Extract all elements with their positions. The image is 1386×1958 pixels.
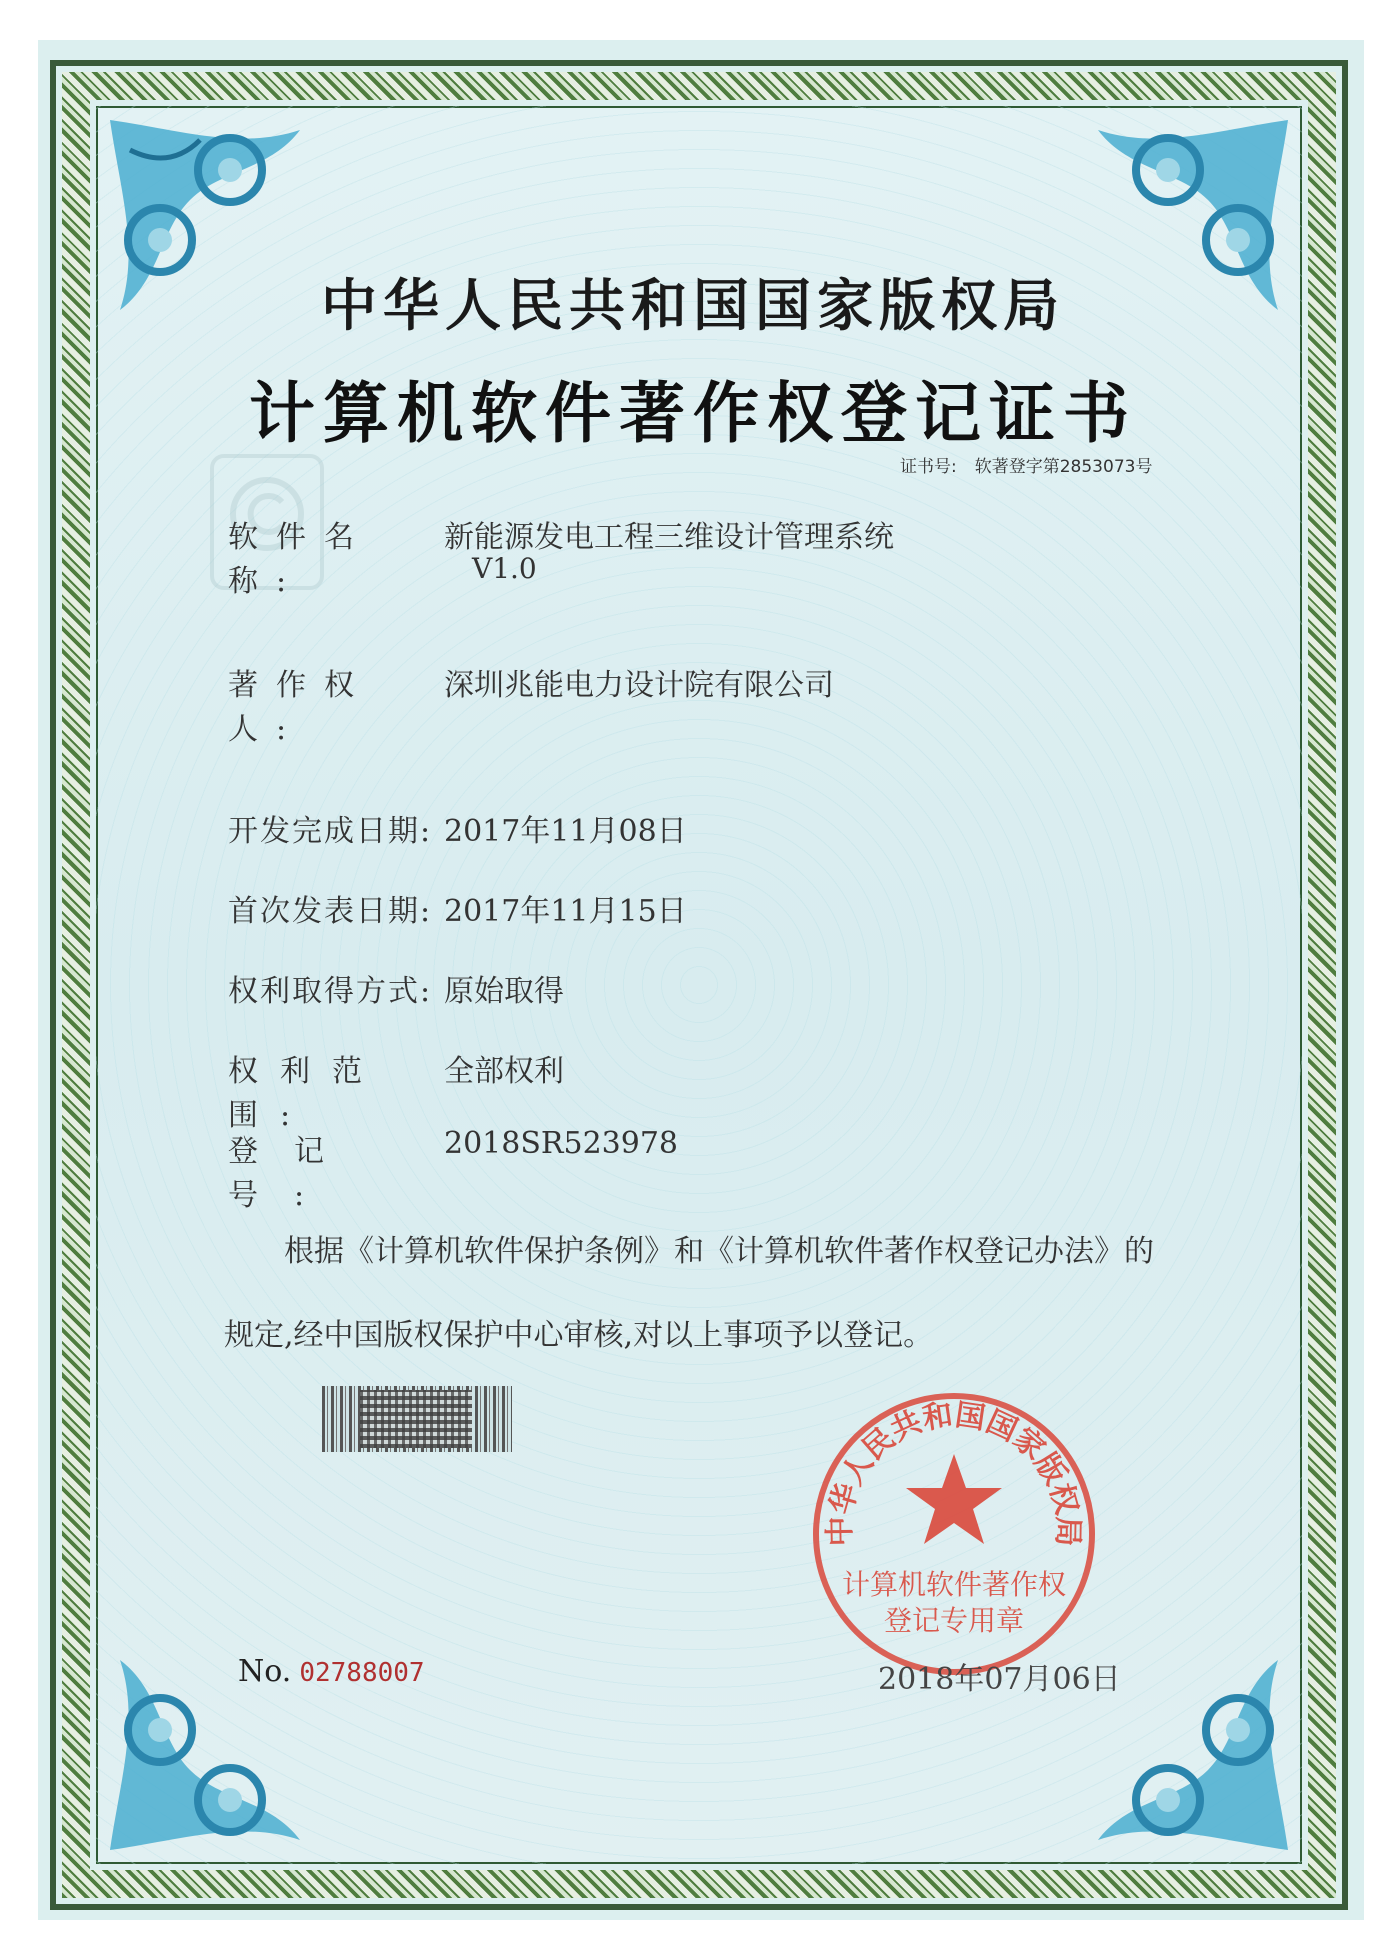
dev-date-row <box>228 806 687 850</box>
acquisition-row <box>228 966 564 1010</box>
dev-date-label: 开发完成日期: <box>228 814 433 849</box>
software-version: V1.0 <box>472 552 537 585</box>
barcode-icon <box>322 1386 512 1452</box>
software-name-value: 新能源发电工程三维设计管理系统 <box>444 520 894 555</box>
serial-number <box>238 1654 425 1689</box>
reg-no-row <box>228 1126 678 1214</box>
acquisition-label: 权利取得方式: <box>228 974 433 1009</box>
acquisition-value: 原始取得 <box>444 974 564 1009</box>
owner-label: 著作权人: <box>228 668 372 747</box>
serial-label: No. <box>238 1654 292 1689</box>
serial-value: 02788007 <box>299 1658 425 1688</box>
reg-no-label: 登记号: <box>228 1134 360 1213</box>
official-seal <box>808 1388 1100 1680</box>
publish-date-label: 首次发表日期: <box>228 894 433 929</box>
qr-code-icon <box>360 1390 472 1448</box>
scope-label: 权利范围: <box>228 1054 384 1133</box>
authority-title: 中华人民共和国国家版权局 <box>321 274 1065 339</box>
dev-date-value: 2017年11月08日 <box>444 814 687 849</box>
seal-line-2: 登记专用章 <box>883 1604 1025 1637</box>
publish-date-row <box>228 886 687 930</box>
statement-line-2: 规定,经中国版权保护中心审核,对以上事项予以登记。 <box>224 1318 934 1353</box>
certificate-title: 计算机软件著作权登记证书 <box>249 374 1137 452</box>
reg-no-value: 2018SR523978 <box>444 1126 679 1161</box>
seal-star-icon <box>906 1454 1002 1544</box>
certificate-number-value: 软著登字第2853073号 <box>974 457 1153 477</box>
scope-row <box>228 1046 564 1134</box>
owner-value: 深圳兆能电力设计院有限公司 <box>444 668 834 703</box>
certificate-number <box>900 452 1152 477</box>
software-name-row <box>228 512 894 600</box>
owner-row <box>228 660 834 748</box>
issue-date: 2018年07月06日 <box>878 1662 1121 1697</box>
publish-date-value: 2017年11月15日 <box>444 894 687 929</box>
seal-ring-text: 中华人民共和国国家版权局 <box>822 1397 1086 1547</box>
statement-line-1: 根据《计算机软件保护条例》和《计算机软件著作权登记办法》的 <box>284 1234 1154 1269</box>
software-name-label: 软件名称: <box>228 520 372 599</box>
seal-line-1: 计算机软件著作权 <box>841 1568 1067 1601</box>
certificate-number-label: 证书号: <box>900 457 957 477</box>
scope-value: 全部权利 <box>444 1054 564 1089</box>
